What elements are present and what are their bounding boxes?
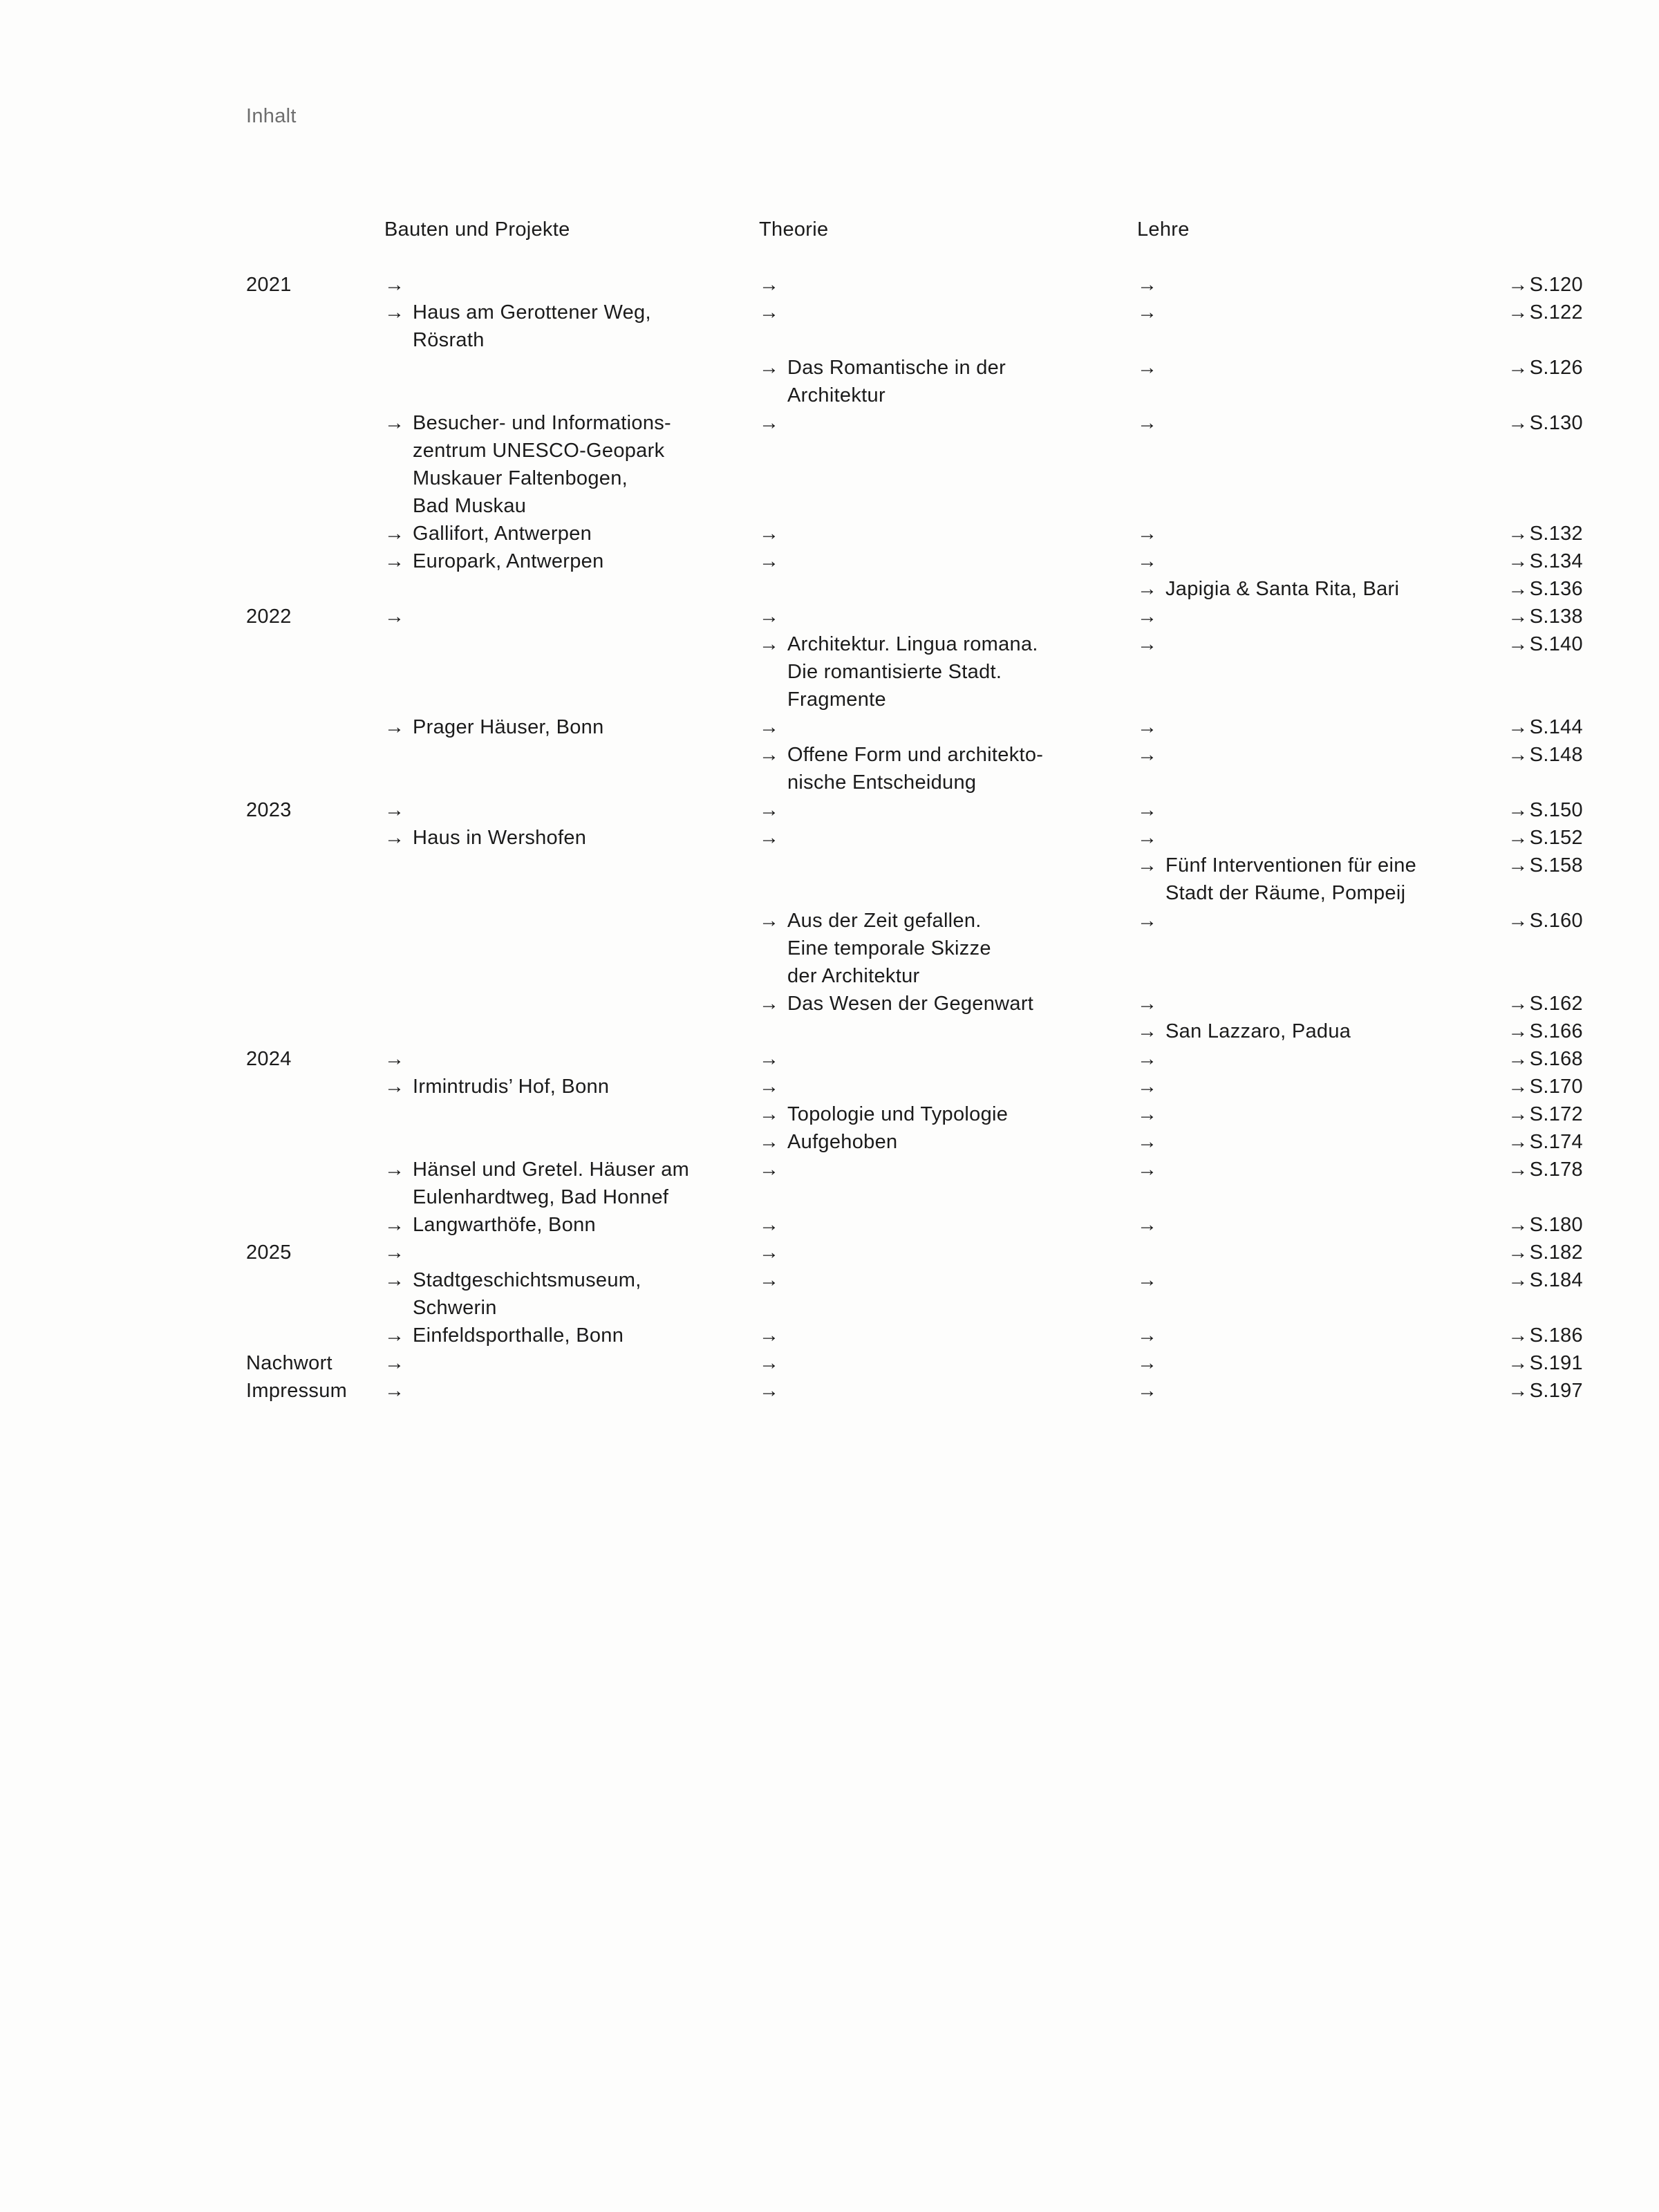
arrow-right-icon: → <box>1508 1159 1528 1181</box>
page-number: S.130 <box>1529 412 1583 434</box>
arrow-right-icon: → <box>759 301 780 324</box>
page-reference <box>1313 1073 1583 1100</box>
page-number: S.170 <box>1529 1076 1583 1098</box>
toc-entry-line: Eine temporale Skizze <box>787 937 991 959</box>
arrow-right-icon: → <box>1137 827 1158 849</box>
toc-entry-line: Das Romantische in der <box>787 357 1006 379</box>
arrow-right-icon: → <box>384 523 405 545</box>
arrow-right-icon: → <box>384 1352 405 1374</box>
page-number: S.132 <box>1529 523 1583 545</box>
toc-entry-line: Offene Form und architekto- <box>787 744 1044 766</box>
arrow-right-icon: → <box>1137 1020 1158 1042</box>
page-number: S.150 <box>1529 799 1583 821</box>
arrow-right-icon: → <box>1137 716 1158 738</box>
page-number: S.166 <box>1529 1020 1583 1042</box>
arrow-right-icon: → <box>384 1380 405 1402</box>
arrow-right-icon: → <box>759 1131 780 1153</box>
page-reference <box>1313 907 1583 935</box>
arrow-right-icon: → <box>759 274 780 296</box>
arrow-right-icon: → <box>384 301 405 324</box>
arrow-right-icon: → <box>1508 633 1528 655</box>
arrow-right-icon: → <box>1508 854 1528 877</box>
arrow-right-icon: → <box>384 799 405 821</box>
page-reference <box>1313 1018 1583 1045</box>
arrow-right-icon: → <box>384 1324 405 1347</box>
arrow-right-icon: → <box>1137 993 1158 1015</box>
page-number: S.148 <box>1529 744 1583 766</box>
arrow-right-icon: → <box>759 1352 780 1374</box>
toc-year-label: Nachwort <box>246 1352 332 1374</box>
arrow-right-icon: → <box>384 1241 405 1264</box>
page-number: S.180 <box>1529 1214 1583 1236</box>
arrow-right-icon: → <box>759 1048 780 1070</box>
toc-entry-bauten <box>413 1211 596 1239</box>
arrow-right-icon: → <box>1508 993 1528 1015</box>
toc-entry-line: Irmintrudis’ Hof, Bonn <box>413 1076 610 1098</box>
toc-entry-line: Muskauer Faltenbogen, <box>413 467 628 489</box>
arrow-right-icon: → <box>1137 854 1158 877</box>
arrow-right-icon: → <box>1508 412 1528 434</box>
arrow-right-icon: → <box>759 827 780 849</box>
page-reference <box>1313 713 1583 741</box>
page-number: S.138 <box>1529 606 1583 628</box>
toc-entry-line: Fragmente <box>787 688 886 711</box>
page-reference <box>1313 796 1583 824</box>
toc-entry-line: Architektur <box>787 384 885 406</box>
arrow-right-icon: → <box>1508 1103 1528 1125</box>
toc-entry-line: San Lazzaro, Padua <box>1165 1020 1351 1042</box>
toc-entry-line: Bad Muskau <box>413 495 527 517</box>
toc-entry-line: der Architektur <box>787 965 920 987</box>
page-number: S.186 <box>1529 1324 1583 1347</box>
toc-entry-theorie <box>787 354 1006 409</box>
arrow-right-icon: → <box>759 523 780 545</box>
toc-entry-line: Schwerin <box>413 1297 497 1319</box>
toc-entry-bauten <box>413 1073 609 1100</box>
arrow-right-icon: → <box>1137 606 1158 628</box>
page-reference <box>1313 547 1583 575</box>
arrow-right-icon: → <box>759 1159 780 1181</box>
page-reference <box>1313 409 1583 437</box>
arrow-right-icon: → <box>1508 1020 1528 1042</box>
page-number: S.126 <box>1529 357 1583 379</box>
arrow-right-icon: → <box>759 1269 780 1291</box>
page-number: S.120 <box>1529 274 1583 296</box>
arrow-right-icon: → <box>384 1214 405 1236</box>
toc-year-label: 2022 <box>246 606 292 628</box>
toc-entry-bauten <box>413 713 604 741</box>
arrow-right-icon: → <box>759 744 780 766</box>
arrow-right-icon: → <box>384 550 405 572</box>
toc-entry-theorie <box>787 1128 897 1156</box>
page-reference <box>1313 1211 1583 1239</box>
arrow-right-icon: → <box>384 716 405 738</box>
page-reference <box>1313 1349 1583 1377</box>
arrow-right-icon: → <box>1137 910 1158 932</box>
page-number: S.172 <box>1529 1103 1583 1125</box>
arrow-right-icon: → <box>1508 523 1528 545</box>
arrow-right-icon: → <box>1137 1048 1158 1070</box>
arrow-right-icon: → <box>1508 1214 1528 1236</box>
arrow-right-icon: → <box>759 1241 780 1264</box>
arrow-right-icon: → <box>759 799 780 821</box>
arrow-right-icon: → <box>1508 716 1528 738</box>
toc-entry-line: Langwarthöfe, Bonn <box>413 1214 596 1236</box>
arrow-right-icon: → <box>1508 550 1528 572</box>
page-number: S.168 <box>1529 1048 1583 1070</box>
arrow-right-icon: → <box>1508 910 1528 932</box>
toc-entry-theorie <box>787 1100 1008 1128</box>
toc-year-label: Impressum <box>246 1380 348 1402</box>
arrow-right-icon: → <box>1508 1241 1528 1264</box>
toc-entry-theorie <box>787 741 1043 796</box>
arrow-right-icon: → <box>384 412 405 434</box>
page-reference <box>1313 990 1583 1018</box>
arrow-right-icon: → <box>1508 606 1528 628</box>
arrow-right-icon: → <box>1508 1269 1528 1291</box>
arrow-right-icon: → <box>1508 1380 1528 1402</box>
arrow-right-icon: → <box>1137 744 1158 766</box>
toc-entry-line: Architektur. Lingua romana. <box>787 633 1038 655</box>
page-number: S.144 <box>1529 716 1583 738</box>
page-number: S.197 <box>1529 1380 1583 1402</box>
column-header-lehre: Lehre <box>1137 218 1190 241</box>
page-reference <box>1313 1266 1583 1294</box>
toc-entry-line: Besucher- und Informations- <box>413 412 671 434</box>
toc-entry-line: Haus in Wershofen <box>413 827 587 849</box>
page-number: S.136 <box>1529 578 1583 600</box>
toc-year-label: 2024 <box>246 1048 292 1070</box>
page-reference <box>1313 1128 1583 1156</box>
toc-year-label: 2021 <box>246 274 292 296</box>
page-number: S.184 <box>1529 1269 1583 1291</box>
toc-entry-line: Das Wesen der Gegenwart <box>787 993 1034 1015</box>
arrow-right-icon: → <box>759 1214 780 1236</box>
arrow-right-icon: → <box>1508 827 1528 849</box>
arrow-right-icon: → <box>384 1159 405 1181</box>
page-reference <box>1313 299 1583 326</box>
toc-entry-theorie <box>787 990 1033 1018</box>
arrow-right-icon: → <box>759 1076 780 1098</box>
arrow-right-icon: → <box>1508 1324 1528 1347</box>
page-number: S.152 <box>1529 827 1583 849</box>
page-reference <box>1313 1239 1583 1266</box>
arrow-right-icon: → <box>1137 1352 1158 1374</box>
arrow-right-icon: → <box>1137 1159 1158 1181</box>
page-number: S.174 <box>1529 1131 1583 1153</box>
arrow-right-icon: → <box>1508 1352 1528 1374</box>
page-number: S.160 <box>1529 910 1583 932</box>
toc-entry-line: Eulenhardtweg, Bad Honnef <box>413 1186 669 1208</box>
arrow-right-icon: → <box>759 993 780 1015</box>
page-reference <box>1313 1377 1583 1405</box>
page-number: S.178 <box>1529 1159 1583 1181</box>
page-reference <box>1313 575 1583 603</box>
arrow-right-icon: → <box>1137 412 1158 434</box>
toc-year-label: 2023 <box>246 799 292 821</box>
arrow-right-icon: → <box>384 1076 405 1098</box>
toc-entry-line: Aus der Zeit gefallen. <box>787 910 982 932</box>
arrow-right-icon: → <box>1137 1214 1158 1236</box>
page-reference <box>1313 1322 1583 1349</box>
page-reference <box>1313 852 1583 879</box>
toc-entry-theorie <box>787 907 991 990</box>
toc-entry-bauten <box>413 409 671 520</box>
page-number: S.134 <box>1529 550 1583 572</box>
arrow-right-icon: → <box>1137 301 1158 324</box>
page-reference <box>1313 354 1583 382</box>
arrow-right-icon: → <box>759 606 780 628</box>
arrow-right-icon: → <box>1137 633 1158 655</box>
page-reference <box>1313 271 1583 299</box>
toc-entry-line: Aufgehoben <box>787 1131 898 1153</box>
arrow-right-icon: → <box>384 1048 405 1070</box>
arrow-right-icon: → <box>1137 357 1158 379</box>
arrow-right-icon: → <box>1508 744 1528 766</box>
page-number: S.191 <box>1529 1352 1583 1374</box>
toc-entry-bauten <box>413 1156 689 1211</box>
page-number: S.122 <box>1529 301 1583 324</box>
toc-entry-line: Gallifort, Antwerpen <box>413 523 592 545</box>
arrow-right-icon: → <box>1508 357 1528 379</box>
arrow-right-icon: → <box>1137 523 1158 545</box>
arrow-right-icon: → <box>1508 301 1528 324</box>
arrow-right-icon: → <box>759 910 780 932</box>
toc-entry-bauten <box>413 824 586 852</box>
toc-entry-bauten <box>413 547 604 575</box>
toc-entry-line: Fünf Interventionen für eine <box>1165 854 1417 877</box>
arrow-right-icon: → <box>384 606 405 628</box>
toc-entry-bauten <box>413 299 651 354</box>
page-reference <box>1313 1156 1583 1183</box>
arrow-right-icon: → <box>1508 274 1528 296</box>
toc-entry-line: Japigia & Santa Rita, Bari <box>1165 578 1400 600</box>
column-header-theorie: Theorie <box>759 218 829 241</box>
arrow-right-icon: → <box>1137 274 1158 296</box>
toc-entry-line: Prager Häuser, Bonn <box>413 716 604 738</box>
page-reference <box>1313 520 1583 547</box>
toc-entry-bauten <box>413 1266 641 1322</box>
toc-entry-line: Haus am Gerottener Weg, <box>413 301 651 324</box>
page-number: S.162 <box>1529 993 1583 1015</box>
toc-entry-line: Hänsel und Gretel. Häuser am <box>413 1159 690 1181</box>
toc-entry-line: Die romantisierte Stadt. <box>787 661 1002 683</box>
page-reference <box>1313 603 1583 630</box>
arrow-right-icon: → <box>1137 550 1158 572</box>
toc-entry-theorie <box>787 630 1038 713</box>
page-reference <box>1313 1045 1583 1073</box>
arrow-right-icon: → <box>384 827 405 849</box>
column-header-bauten: Bauten und Projekte <box>384 218 570 241</box>
toc-entry-bauten <box>413 1322 624 1349</box>
page-number: S.182 <box>1529 1241 1583 1264</box>
arrow-right-icon: → <box>759 412 780 434</box>
arrow-right-icon: → <box>759 1324 780 1347</box>
arrow-right-icon: → <box>384 274 405 296</box>
toc-entry-line: Stadt der Räume, Pompeij <box>1165 882 1406 904</box>
arrow-right-icon: → <box>759 633 780 655</box>
arrow-right-icon: → <box>759 550 780 572</box>
toc-entry-line: Stadtgeschichtsmuseum, <box>413 1269 641 1291</box>
arrow-right-icon: → <box>1508 799 1528 821</box>
arrow-right-icon: → <box>384 1269 405 1291</box>
arrow-right-icon: → <box>759 357 780 379</box>
arrow-right-icon: → <box>1137 1380 1158 1402</box>
arrow-right-icon: → <box>759 716 780 738</box>
arrow-right-icon: → <box>1137 1103 1158 1125</box>
arrow-right-icon: → <box>759 1103 780 1125</box>
toc-entry-line: nische Entscheidung <box>787 771 977 794</box>
page-number: S.158 <box>1529 854 1583 877</box>
page-reference <box>1313 630 1583 658</box>
arrow-right-icon: → <box>1137 578 1158 600</box>
toc-year-label: 2025 <box>246 1241 292 1264</box>
toc-entry-bauten <box>413 520 592 547</box>
toc-entry-line: Rösrath <box>413 329 485 351</box>
page-reference <box>1313 824 1583 852</box>
page-reference <box>1313 1100 1583 1128</box>
toc-entry-line: zentrum UNESCO-Geopark <box>413 440 665 462</box>
toc-entry-line: Europark, Antwerpen <box>413 550 604 572</box>
arrow-right-icon: → <box>1137 1076 1158 1098</box>
page-number: S.140 <box>1529 633 1583 655</box>
arrow-right-icon: → <box>1137 1131 1158 1153</box>
arrow-right-icon: → <box>1137 1324 1158 1347</box>
toc-entry-line: Topologie und Typologie <box>787 1103 1009 1125</box>
arrow-right-icon: → <box>1508 1076 1528 1098</box>
arrow-right-icon: → <box>1508 1131 1528 1153</box>
page-title: Inhalt <box>246 105 297 127</box>
arrow-right-icon: → <box>1508 1048 1528 1070</box>
arrow-right-icon: → <box>1137 1269 1158 1291</box>
page-reference <box>1313 741 1583 769</box>
toc-entry-line: Einfeldsporthalle, Bonn <box>413 1324 624 1347</box>
arrow-right-icon: → <box>1508 578 1528 600</box>
arrow-right-icon: → <box>1137 799 1158 821</box>
arrow-right-icon: → <box>759 1380 780 1402</box>
